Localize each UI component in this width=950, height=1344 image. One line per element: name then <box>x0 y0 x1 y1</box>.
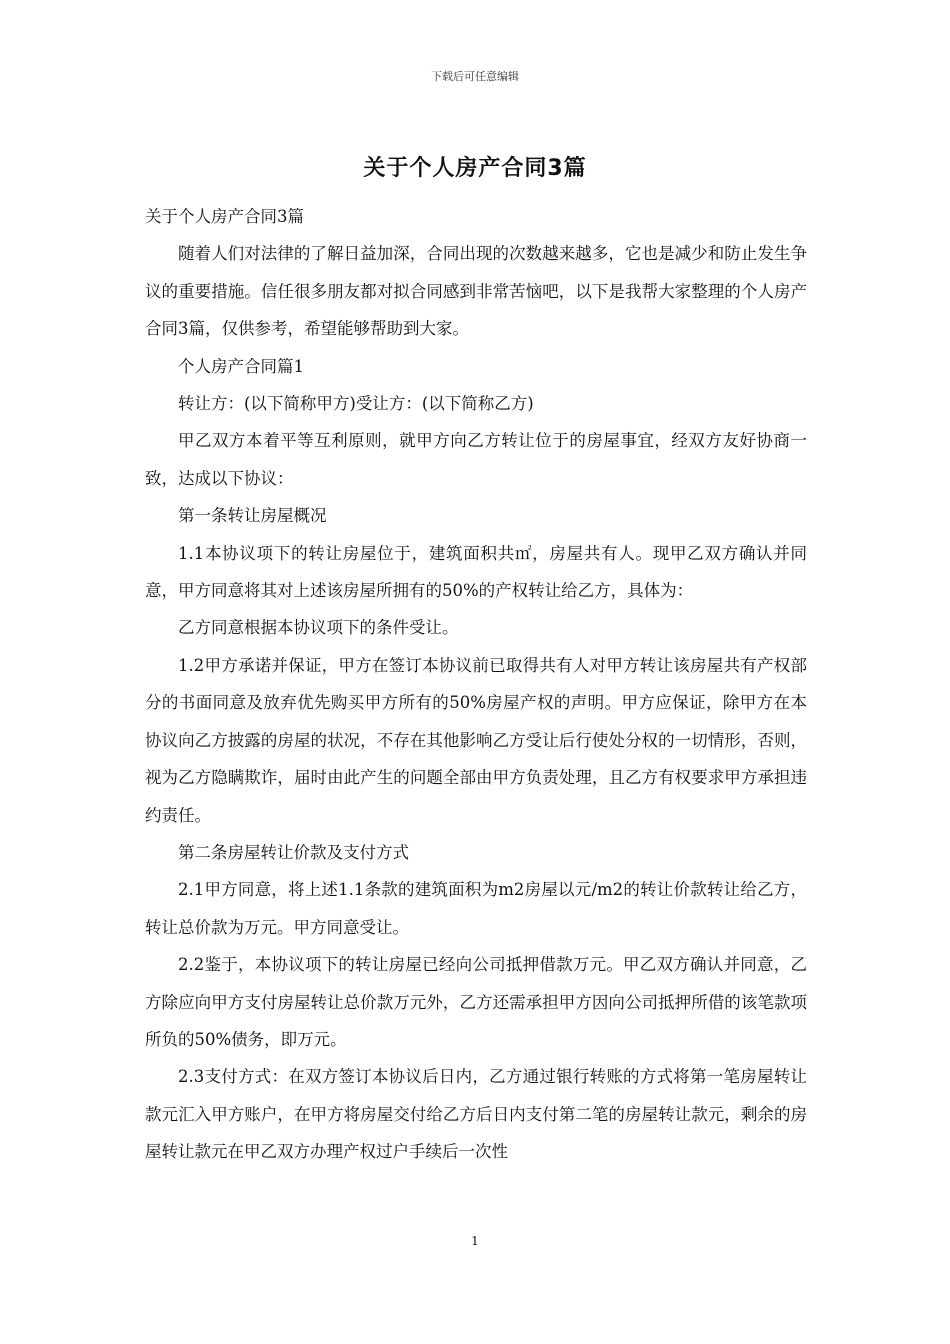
paragraph-section-heading: 个人房产合同篇1 <box>178 356 304 376</box>
paragraph-parties: 转让方：(以下简称甲方)受让方：(以下简称乙方) <box>178 394 534 414</box>
header-note: 下载后可任意编辑 <box>431 70 519 83</box>
paragraph-clause: 1.2甲方承诺并保证，甲方在签订本协议前已取得共有人对甲方转让该房屋共有产权部分的书面同意及放弃优先购买甲方所有的50%房屋产权的声明。甲方应保证，除甲方在本协议向乙方披露的房屋的状况，不存在其他影响乙方受让后行使处分权的一切情形，否则，视为乙方隐瞒欺诈，届时由此产生的问题全部由甲方负责处理，且乙方有权要求甲方承担违约责任。 <box>145 655 807 825</box>
paragraph-clause: 1.1本协议项下的转让房屋位于，建筑面积共㎡，房屋共有人。现甲乙双方确认并同意，甲方同意将其对上述该房屋所拥有的50%的产权转让给乙方，具体为： <box>145 543 807 601</box>
document-title: 关于个人房产合同3篇 <box>363 156 587 181</box>
paragraph-article-heading: 第一条转让房屋概况 <box>178 506 327 526</box>
paragraph-clause: 乙方同意根据本协议项下的条件受让。 <box>178 618 459 638</box>
paragraph-article-heading: 第二条房屋转让价款及支付方式 <box>178 842 409 862</box>
paragraph-intro: 随着人们对法律的了解日益加深，合同出现的次数越来越多，它也是减少和防止发生争议的重要措施。信任很多朋友都对拟合同感到非常苦恼吧，以下是我帮大家整理的个人房产合同3篇，仅供参考，希望能够帮助到大家。 <box>145 244 807 339</box>
paragraph-clause: 2.3支付方式：在双方签订本协议后日内，乙方通过银行转账的方式将第一笔房屋转让款元汇入甲方账户，在甲方将房屋交付给乙方后日内支付第二笔的房屋转让款元，剩余的房屋转让款元在甲乙双方办理产权过户手续后一次性 <box>145 1067 807 1162</box>
paragraph-subtitle: 关于个人房产合同3篇 <box>145 207 304 226</box>
document-body <box>145 198 807 1171</box>
page-number: 1 <box>471 1234 479 1248</box>
paragraph-clause: 2.1甲方同意，将上述1.1条款的建筑面积为m2房屋以元/m2的转让价款转让给乙方，转让总价款为万元。甲方同意受让。 <box>145 880 807 937</box>
paragraph-clause: 2.2鉴于，本协议项下的转让房屋已经向公司抵押借款万元。甲乙双方确认并同意，乙方除应向甲方支付房屋转让总价款万元外，乙方还需承担甲方因向公司抵押所借的该笔款项所负的50%债务，即万元。 <box>145 955 807 1049</box>
paragraph-preamble: 甲乙双方本着平等互利原则，就甲方向乙方转让位于的房屋事宜，经双方友好协商一致，达成以下协议： <box>145 431 807 488</box>
